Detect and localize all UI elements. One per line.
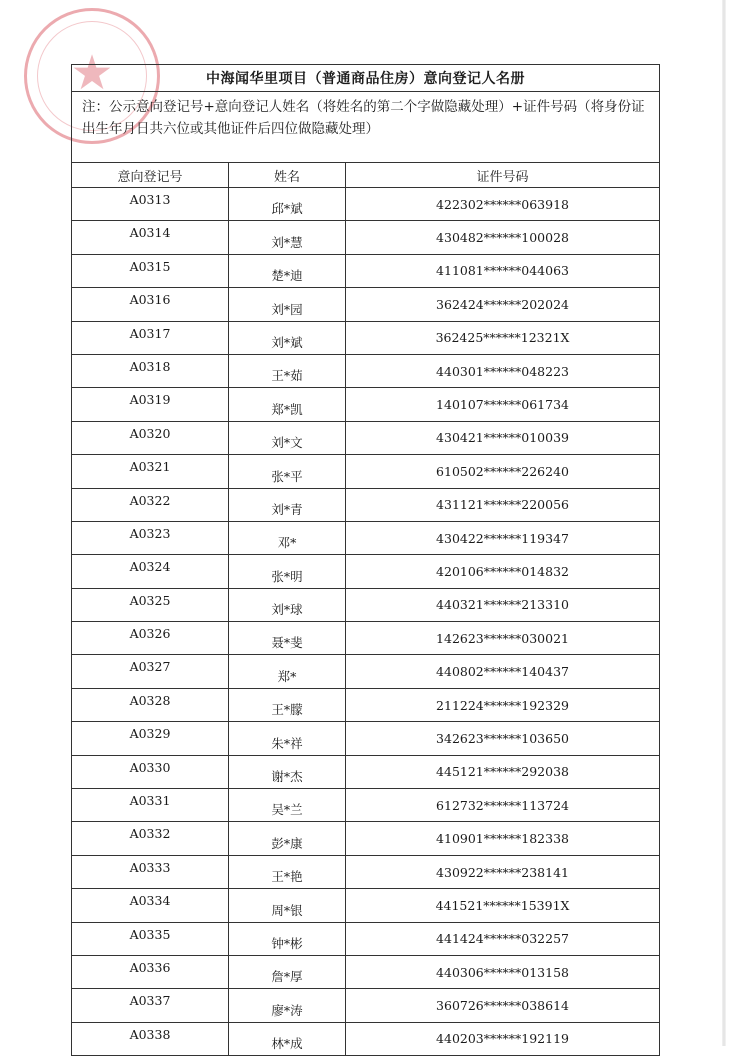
registration-no-cell: A0325 [72,588,229,621]
id-number-cell: 342623******103650 [346,722,660,755]
table-row [72,588,660,621]
registration-no-cell: A0324 [72,555,229,588]
registration-no-cell: A0321 [72,455,229,488]
name-cell: 刘*青 [229,488,346,521]
disclosure-note: 注：公示意向登记号+意向登记人姓名（将姓名的第二个字做隐藏处理）+证件号码（将身份证出生年月日共六位或其他证件后四位做隐藏处理） [72,92,660,163]
name-cell: 詹*厚 [229,955,346,988]
table-row [72,455,660,488]
registrant-roster [71,64,659,1056]
name-cell: 刘*球 [229,588,346,621]
name-cell: 楚*迪 [229,254,346,287]
name-cell: 彭*康 [229,822,346,855]
name-cell: 刘*文 [229,421,346,454]
name-cell: 王*艳 [229,855,346,888]
column-header-registration-no: 意向登记号 [72,163,229,188]
registration-no-cell: A0328 [72,688,229,721]
id-number-cell: 440321******213310 [346,588,660,621]
registration-no-cell: A0334 [72,889,229,922]
id-number-cell: 360726******038614 [346,989,660,1022]
registration-no-cell: A0313 [72,188,229,221]
table-row [72,655,660,688]
name-cell: 王*朦 [229,688,346,721]
name-cell: 廖*涛 [229,989,346,1022]
table-row [72,388,660,421]
id-number-cell: 441424******032257 [346,922,660,955]
id-number-cell: 142623******030021 [346,622,660,655]
registration-no-cell: A0337 [72,989,229,1022]
table-row [72,789,660,822]
id-number-cell: 430421******010039 [346,421,660,454]
id-number-cell: 441521******15391X [346,889,660,922]
table-row [72,354,660,387]
table-row [72,1022,660,1055]
registration-no-cell: A0329 [72,722,229,755]
registration-no-cell: A0327 [72,655,229,688]
table-row [72,254,660,287]
roster-table [71,64,660,1056]
registration-no-cell: A0326 [72,622,229,655]
registration-no-cell: A0331 [72,789,229,822]
registration-no-cell: A0322 [72,488,229,521]
table-row [72,321,660,354]
column-header-id-number: 证件号码 [346,163,660,188]
table-row [72,288,660,321]
table-row [72,221,660,254]
registration-no-cell: A0320 [72,421,229,454]
name-cell: 刘*园 [229,288,346,321]
name-cell: 张*平 [229,455,346,488]
name-cell: 刘*慧 [229,221,346,254]
registration-no-cell: A0338 [72,1022,229,1055]
name-cell: 刘*斌 [229,321,346,354]
table-header-row [72,163,660,188]
table-row [72,955,660,988]
table-row [72,488,660,521]
id-number-cell: 440301******048223 [346,354,660,387]
name-cell: 王*茹 [229,354,346,387]
table-row [72,822,660,855]
id-number-cell: 420106******014832 [346,555,660,588]
table-row [72,855,660,888]
registration-no-cell: A0319 [72,388,229,421]
id-number-cell: 440306******013158 [346,955,660,988]
table-row [72,755,660,788]
id-number-cell: 410901******182338 [346,822,660,855]
registration-no-cell: A0316 [72,288,229,321]
table-row [72,521,660,554]
name-cell: 林*成 [229,1022,346,1055]
red-seal-stamp-icon: ★ [24,8,160,144]
table-row [72,188,660,221]
id-number-cell: 440203******192119 [346,1022,660,1055]
id-number-cell: 362425******12321X [346,321,660,354]
name-cell: 钟*彬 [229,922,346,955]
id-number-cell: 430482******100028 [346,221,660,254]
name-cell: 邓* [229,521,346,554]
id-number-cell: 610502******226240 [346,455,660,488]
registration-no-cell: A0318 [72,354,229,387]
registration-no-cell: A0315 [72,254,229,287]
id-number-cell: 411081******044063 [346,254,660,287]
table-row [72,622,660,655]
name-cell: 张*明 [229,555,346,588]
id-number-cell: 440802******140437 [346,655,660,688]
name-cell: 郑* [229,655,346,688]
registration-no-cell: A0333 [72,855,229,888]
id-number-cell: 430922******238141 [346,855,660,888]
registration-no-cell: A0314 [72,221,229,254]
table-row [72,688,660,721]
name-cell: 谢*杰 [229,755,346,788]
name-cell: 周*银 [229,889,346,922]
table-row [72,889,660,922]
name-cell: 郑*凯 [229,388,346,421]
id-number-cell: 612732******113724 [346,789,660,822]
name-cell: 邱*斌 [229,188,346,221]
id-number-cell: 140107******061734 [346,388,660,421]
name-cell: 聂*斐 [229,622,346,655]
registration-no-cell: A0336 [72,955,229,988]
id-number-cell: 430422******119347 [346,521,660,554]
id-number-cell: 211224******192329 [346,688,660,721]
name-cell: 吴*兰 [229,789,346,822]
registration-no-cell: A0332 [72,822,229,855]
column-header-name: 姓名 [229,163,346,188]
registration-no-cell: A0330 [72,755,229,788]
id-number-cell: 431121******220056 [346,488,660,521]
table-row [72,421,660,454]
table-row [72,989,660,1022]
id-number-cell: 422302******063918 [346,188,660,221]
id-number-cell: 362424******202024 [346,288,660,321]
id-number-cell: 445121******292038 [346,755,660,788]
registration-no-cell: A0335 [72,922,229,955]
table-row [72,555,660,588]
name-cell: 朱*祥 [229,722,346,755]
scan-edge-line [722,0,726,1046]
document-title: 中海闻华里项目（普通商品住房）意向登记人名册 [72,65,660,92]
table-row [72,922,660,955]
registration-no-cell: A0317 [72,321,229,354]
table-row [72,722,660,755]
registration-no-cell: A0323 [72,521,229,554]
